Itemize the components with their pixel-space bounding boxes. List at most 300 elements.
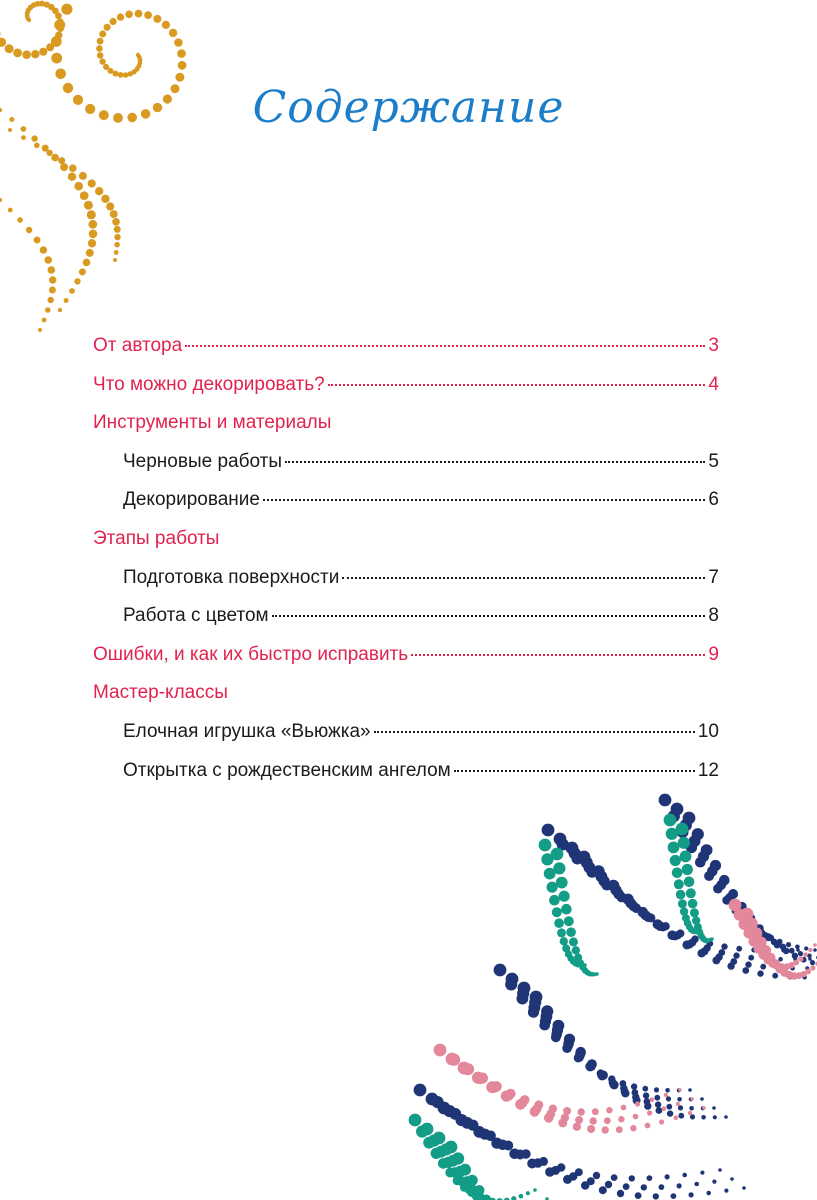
gold-rhinestone (117, 13, 124, 20)
teal-rhinestone (533, 1188, 537, 1192)
navy-rhinestone (690, 1114, 695, 1119)
navy-rhinestone (527, 1159, 537, 1169)
gold-rhinestone (48, 266, 56, 274)
toc-entry-label: Работа с цветом (123, 605, 269, 627)
gold-rhinestone (0, 38, 6, 47)
teal-rhinestone (409, 1114, 422, 1127)
navy-rhinestone (542, 824, 555, 837)
navy-rhinestone (742, 967, 749, 974)
navy-rhinestone (683, 812, 696, 825)
toc-section-heading[interactable] (93, 674, 719, 713)
gold-rhinestone (34, 143, 40, 149)
navy-rhinestone (701, 1115, 706, 1120)
navy-rhinestone (712, 956, 720, 964)
gold-rhinestone (0, 29, 1, 38)
navy-rhinestone (792, 953, 798, 959)
gold-rhinestone (49, 287, 56, 294)
teal-rhinestone (519, 1194, 524, 1199)
navy-rhinestone (494, 964, 507, 977)
teal-rhinestone (572, 946, 580, 954)
gold-rhinestone (49, 276, 56, 283)
toc-sub-entry[interactable] (93, 597, 719, 636)
gold-rhinestone (74, 278, 80, 284)
navy-rhinestone (638, 907, 649, 918)
gold-rhinestone (5, 44, 14, 53)
navy-rhinestone (473, 1126, 485, 1138)
navy-rhinestone (810, 960, 815, 965)
pink-rhinestone (501, 1091, 512, 1102)
gold-rhinestone (31, 50, 39, 58)
gold-rhinestone (58, 157, 65, 164)
pink-rhinestone (616, 1126, 623, 1133)
navy-rhinestone (593, 865, 605, 877)
pink-rhinestone (530, 1107, 540, 1117)
navy-rhinestone (774, 941, 781, 948)
pink-rhinestone (810, 965, 815, 970)
navy-rhinestone (509, 1149, 520, 1160)
teal-rhinestone (551, 848, 564, 861)
navy-rhinestone (783, 948, 790, 955)
teal-rhinestone (595, 972, 599, 976)
gold-rhinestone (114, 242, 120, 248)
pink-rhinestone (633, 1114, 639, 1120)
gold-rhinestone (55, 13, 62, 20)
teal-rhinestone (526, 1191, 530, 1195)
gold-rhinestone (80, 191, 89, 200)
navy-rhinestone (689, 1192, 694, 1197)
teal-rhinestone (690, 908, 699, 917)
navy-rhinestone (772, 973, 778, 979)
teal-rhinestone (678, 837, 690, 849)
pink-rhinestone (573, 1123, 581, 1131)
toc-entry[interactable] (93, 636, 719, 675)
pink-rhinestone (803, 952, 808, 957)
teal-rhinestone (561, 904, 572, 915)
gold-rhinestone (110, 210, 118, 218)
gold-rhinestone (118, 72, 124, 78)
gold-rhinestone (99, 31, 106, 38)
toc-page-number: 3 (708, 335, 719, 356)
navy-rhinestone (653, 919, 663, 929)
pink-rhinestone (808, 948, 812, 952)
gold-rhinestone (48, 297, 54, 303)
toc-page-number: 9 (708, 643, 719, 665)
navy-rhinestone (566, 842, 579, 855)
pink-rhinestone (690, 1097, 694, 1101)
navy-rhinestone (665, 1174, 670, 1179)
teal-rhinestone (688, 899, 698, 909)
dot-leader (454, 769, 695, 772)
navy-rhinestone (712, 1180, 716, 1184)
dot-leader (185, 344, 705, 347)
pink-rhinestone (647, 1110, 652, 1115)
gold-rhinestone (45, 307, 51, 313)
gold-rhinestone (95, 187, 103, 195)
dot-leader (285, 460, 705, 463)
navy-rhinestone (598, 1070, 608, 1080)
teal-rhinestone (549, 895, 560, 906)
teal-rhinestone (452, 1152, 464, 1164)
navy-rhinestone (721, 943, 727, 949)
gold-rhinestone (58, 308, 62, 312)
pink-rhinestone (618, 1116, 624, 1122)
pink-rhinestone (678, 1088, 682, 1092)
teal-rhinestone (680, 851, 692, 863)
pink-rhinestone (592, 1108, 599, 1115)
gold-rhinestone (103, 64, 109, 70)
pink-rhinestone (813, 943, 817, 947)
navy-rhinestone (724, 1189, 728, 1193)
gold-rhinestone (51, 154, 59, 162)
navy-rhinestone (694, 1182, 699, 1187)
navy-rhinestone (682, 940, 691, 949)
pink-rhinestone (486, 1081, 498, 1093)
table-of-contents (93, 327, 719, 790)
navy-rhinestone (700, 1171, 704, 1175)
navy-rhinestone (593, 1172, 600, 1179)
navy-rhinestone (605, 1181, 612, 1188)
gold-rhinestone (144, 11, 152, 19)
gold-rhinestone (175, 73, 184, 82)
pink-rhinestone (587, 1125, 595, 1133)
navy-rhinestone (659, 794, 672, 807)
dot-leader (328, 383, 706, 386)
navy-rhinestone (438, 1102, 451, 1115)
navy-rhinestone (688, 1088, 692, 1092)
navy-rhinestone (456, 1114, 468, 1126)
navy-rhinestone (718, 1168, 722, 1172)
navy-rhinestone (654, 1087, 659, 1092)
teal-rhinestone (459, 1164, 471, 1176)
teal-rhinestone (682, 864, 693, 875)
gold-rhinestone (110, 18, 117, 25)
navy-rhinestone (728, 889, 738, 899)
gold-rhinestone (17, 217, 23, 223)
navy-rhinestone (581, 1181, 589, 1189)
gold-rhinestone (8, 208, 13, 213)
gold-rhinestone (69, 164, 77, 172)
gold-rhinestone (112, 218, 120, 226)
teal-rhinestone (686, 888, 696, 898)
toc-sub-entry[interactable] (93, 752, 719, 791)
gold-rhinestone (21, 135, 26, 140)
gold-rhinestone (46, 43, 54, 51)
gold-rhinestone (88, 179, 96, 187)
teal-rhinestone (560, 937, 568, 945)
pink-rhinestone (621, 1105, 627, 1111)
toc-sub-entry[interactable] (93, 481, 719, 520)
gold-rhinestone (99, 58, 105, 64)
gold-rhinestone (79, 172, 87, 180)
navy-rhinestone (643, 1092, 649, 1098)
navy-rhinestone (719, 875, 730, 886)
navy-rhinestone (564, 1034, 575, 1045)
gold-rhinestone (44, 256, 52, 264)
gold-rhinestone (125, 11, 133, 19)
navy-rhinestone (742, 1186, 746, 1190)
gold-rhinestone (84, 201, 93, 210)
toc-entry-label: Инструменты и материалы (93, 412, 332, 434)
pink-rhinestone (544, 1113, 554, 1123)
toc-section-heading[interactable] (93, 520, 719, 559)
navy-rhinestone (491, 1138, 502, 1149)
gold-rhinestone (169, 29, 177, 37)
navy-rhinestone (795, 945, 800, 950)
navy-rhinestone (563, 1175, 572, 1184)
navy-rhinestone (654, 1095, 660, 1101)
pink-rhinestone (798, 956, 803, 961)
navy-rhinestone (692, 828, 704, 840)
toc-sub-entry[interactable] (93, 443, 719, 482)
navy-rhinestone (578, 851, 591, 864)
navy-rhinestone (541, 1005, 553, 1017)
gold-rhinestone (57, 25, 64, 32)
gold-rhinestone (34, 237, 41, 244)
teal-rhinestone (678, 899, 687, 908)
navy-rhinestone (631, 1083, 637, 1089)
navy-rhinestone (665, 1088, 670, 1093)
pink-rhinestone (662, 1106, 667, 1111)
pink-rhinestone (602, 1126, 609, 1133)
gold-rhinestone (114, 226, 121, 233)
navy-rhinestone (599, 1186, 607, 1194)
gold-rhinestone (162, 21, 170, 29)
pink-rhinestone (558, 1118, 567, 1127)
gold-rhinestone (87, 210, 96, 219)
pink-rhinestone (604, 1117, 611, 1124)
gold-rhinestone (51, 53, 62, 64)
dot-leader (411, 653, 705, 656)
gold-rhinestone (123, 72, 129, 78)
toc-entry[interactable] (93, 327, 719, 366)
navy-rhinestone (629, 1175, 635, 1181)
navy-rhinestone (667, 1110, 673, 1116)
toc-page-number: 4 (708, 373, 719, 395)
toc-entry[interactable] (93, 366, 719, 405)
teal-rhinestone (674, 879, 684, 889)
navy-rhinestone (608, 880, 620, 892)
gold-rhinestone (96, 45, 103, 52)
navy-rhinestone (678, 1113, 684, 1119)
navy-rhinestone (587, 1059, 597, 1069)
navy-rhinestone (710, 860, 721, 871)
pink-rhinestone (650, 1097, 655, 1102)
toc-page-number: 8 (708, 605, 719, 627)
toc-entry-label: Черновые работы (123, 450, 282, 472)
pink-rhinestone (458, 1062, 471, 1075)
gold-rhinestone (79, 268, 86, 275)
navy-rhinestone (700, 1097, 704, 1101)
navy-rhinestone (804, 946, 808, 950)
teal-rhinestone (552, 907, 562, 917)
navy-rhinestone (623, 894, 634, 905)
page-title: Содержание (252, 82, 565, 133)
navy-rhinestone (518, 982, 531, 995)
gold-rhinestone (26, 227, 32, 233)
toc-entry-label: Этапы работы (93, 527, 220, 549)
gold-rhinestone (88, 220, 97, 229)
navy-rhinestone (671, 803, 684, 816)
toc-entry-label: Декорирование (123, 489, 260, 511)
toc-page-number: 5 (708, 450, 719, 472)
pink-rhinestone (659, 1119, 664, 1124)
teal-rhinestone (569, 937, 578, 946)
toc-sub-entry[interactable] (93, 713, 719, 752)
gold-rhinestone (86, 249, 94, 257)
teal-rhinestone (445, 1141, 458, 1154)
teal-rhinestone (672, 868, 683, 879)
navy-rhinestone (621, 1089, 629, 1097)
pink-rhinestone (664, 1093, 668, 1097)
teal-rhinestone (559, 891, 570, 902)
teal-rhinestone (433, 1132, 446, 1145)
gold-rhinestone (31, 135, 37, 141)
navy-rhinestone (553, 1020, 565, 1032)
navy-rhinestone (677, 1183, 682, 1188)
toc-entry-label: Елочная игрушка «Вьюжка» (123, 720, 371, 742)
gold-rhinestone (178, 61, 187, 70)
navy-rhinestone (778, 957, 783, 962)
navy-rhinestone (745, 961, 751, 967)
pink-rhinestone (702, 1106, 706, 1110)
navy-rhinestone (644, 1102, 651, 1109)
toc-entry-label: Подготовка поверхности (123, 566, 340, 588)
gold-rhinestone (57, 18, 64, 25)
toc-page-number: 12 (697, 759, 719, 781)
navy-rhinestone (730, 1177, 734, 1181)
navy-rhinestone (659, 1184, 665, 1190)
pink-rhinestone (676, 1102, 680, 1106)
navy-rhinestone (712, 1106, 716, 1110)
pink-rhinestone (793, 960, 799, 966)
pink-rhinestone (606, 1107, 612, 1113)
gold-rhinestone (74, 182, 83, 191)
navy-rhinestone (530, 991, 543, 1004)
navy-rhinestone (647, 1175, 653, 1181)
gold-rhinestone (101, 195, 109, 203)
toc-page-number: 10 (697, 720, 719, 742)
toc-section-heading[interactable] (93, 404, 719, 443)
gold-rhinestone (97, 38, 104, 45)
navy-rhinestone (760, 964, 766, 970)
gold-rhinestone (135, 10, 143, 18)
navy-rhinestone (611, 1174, 618, 1181)
navy-rhinestone (414, 1084, 427, 1097)
teal-rhinestone (710, 937, 714, 941)
dot-leader (342, 576, 705, 579)
pink-rhinestone (688, 1111, 692, 1115)
toc-entry-label: Что можно декорировать? (93, 373, 325, 395)
navy-rhinestone (610, 1080, 619, 1089)
gold-rhinestone (83, 259, 91, 267)
gold-rhinestone (89, 230, 98, 239)
toc-entry-label: Мастер-классы (93, 682, 228, 704)
gold-rhinestone (60, 163, 68, 171)
pink-rhinestone (630, 1125, 636, 1131)
pink-rhinestone (515, 1099, 526, 1110)
navy-rhinestone (653, 1193, 659, 1199)
teal-rhinestone (467, 1175, 478, 1186)
toc-entry-label: Ошибки, и как их быстро исправить (93, 643, 409, 665)
gold-rhinestone (22, 50, 31, 59)
navy-rhinestone (757, 970, 763, 976)
navy-rhinestone (656, 1107, 663, 1114)
pink-rhinestone (645, 1123, 651, 1129)
pink-rhinestone (446, 1053, 459, 1066)
pink-rhinestone (472, 1072, 484, 1084)
teal-rhinestone (421, 1123, 434, 1136)
navy-rhinestone (736, 946, 742, 952)
pink-rhinestone (674, 1115, 679, 1120)
teal-rhinestone (676, 823, 689, 836)
navy-rhinestone (635, 1192, 642, 1199)
navy-rhinestone (713, 1115, 717, 1119)
gold-rhinestone (177, 49, 186, 58)
toc-page-number: 7 (708, 566, 719, 588)
navy-rhinestone (575, 1047, 586, 1058)
gold-rhinestone (55, 32, 62, 39)
pink-rhinestone (590, 1117, 597, 1124)
teal-rhinestone (474, 1185, 485, 1196)
gold-rhinestone (106, 202, 114, 210)
toc-sub-entry[interactable] (93, 559, 719, 598)
navy-rhinestone (666, 1096, 671, 1101)
gold-rhinestone (42, 318, 47, 323)
navy-rhinestone (798, 951, 803, 956)
teal-rhinestone (553, 862, 565, 874)
teal-rhinestone (676, 890, 686, 900)
navy-rhinestone (655, 1101, 661, 1107)
navy-rhinestone (667, 930, 677, 940)
navy-rhinestone (678, 1105, 683, 1110)
dot-leader (272, 614, 706, 617)
gold-rhinestone (153, 15, 161, 23)
navy-rhinestone (724, 1115, 728, 1119)
gold-rhinestone (64, 298, 69, 303)
navy-rhinestone (426, 1093, 439, 1106)
gold-rhinestone (0, 198, 2, 202)
teal-rhinestone (554, 918, 564, 928)
navy-rhinestone (617, 1190, 624, 1197)
teal-rhinestone (668, 842, 680, 854)
gold-rhinestone (39, 48, 47, 56)
navy-rhinestone (727, 962, 734, 969)
gold-rhinestone (114, 234, 120, 240)
navy-rhinestone (545, 1167, 555, 1177)
gold-rhinestone (88, 239, 96, 247)
toc-page-number: 6 (708, 489, 719, 511)
navy-rhinestone (506, 973, 519, 986)
teal-rhinestone (557, 928, 566, 937)
gold-rhinestone (55, 69, 66, 80)
gold-rhinestone (61, 4, 72, 15)
teal-rhinestone (556, 877, 568, 889)
navy-rhinestone (682, 1173, 687, 1178)
navy-rhinestone (813, 948, 817, 952)
pink-rhinestone (635, 1101, 640, 1106)
gold-rhinestone (104, 24, 111, 31)
teal-rhinestone (511, 1196, 516, 1200)
toc-entry-label: Открытка с рождественским ангелом (123, 759, 451, 781)
navy-rhinestone (671, 1193, 677, 1199)
teal-rhinestone (664, 814, 677, 827)
teal-rhinestone (539, 839, 552, 852)
gold-rhinestone (46, 150, 52, 156)
gold-rhinestone (174, 38, 182, 46)
navy-rhinestone (554, 833, 567, 846)
pink-rhinestone (578, 1108, 585, 1115)
navy-rhinestone (697, 949, 705, 957)
